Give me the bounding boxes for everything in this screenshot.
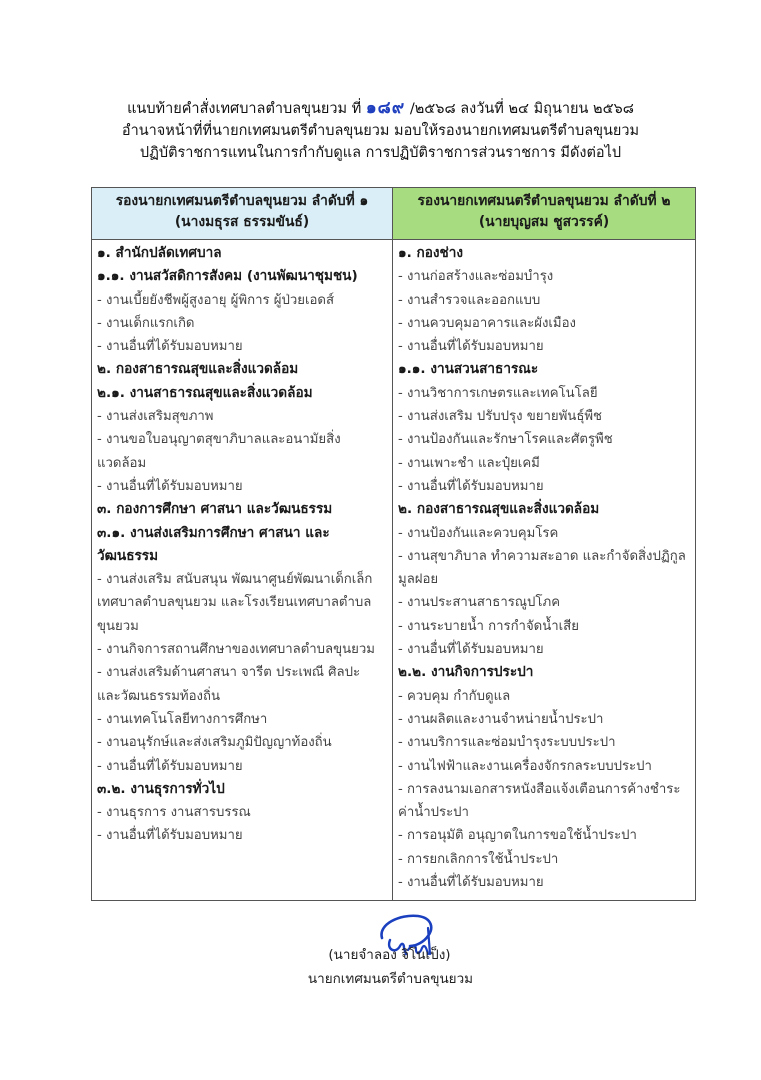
column-body-deputy-2 bbox=[393, 240, 696, 901]
list-item: - งานป้องกันและรักษาโรคและศัตรูพืช bbox=[398, 432, 613, 448]
column-person: (นายบุญสม ชูสวรรค์) bbox=[478, 214, 610, 230]
section-heading: ๑.๑. งานสวัสดิการสังคม (งานพัฒนาชุมชน) bbox=[97, 268, 358, 285]
list-item: - งานอื่นที่ได้รับมอบหมาย bbox=[97, 758, 243, 774]
section-heading: ๒.๒. งานกิจการประปา bbox=[398, 664, 534, 681]
signatory-position: นายกเทศมนตรีตำบลขุนยวม bbox=[307, 971, 474, 987]
list-item: - งานผลิตและงานจำหน่ายน้ำประปา bbox=[398, 711, 604, 727]
list-item: - งานเพาะชำ และปุ๋ยเคมี bbox=[398, 455, 540, 471]
list-item: - งานอื่นที่ได้รับมอบหมาย bbox=[97, 339, 243, 355]
column-header-deputy-1 bbox=[92, 188, 393, 240]
list-item: - งานอื่นที่ได้รับมอบหมาย bbox=[398, 478, 544, 494]
section-heading: ๓.๒. งานธุรการทั่วไป bbox=[97, 780, 225, 797]
section-heading: ๒. กองสาธารณสุขและสิ่งแวดล้อม bbox=[398, 501, 600, 518]
assignment-table bbox=[91, 187, 696, 901]
list-item: - งานส่งเสริม สนับสนุน พัฒนาศูนย์พัฒนาเด็กเล็กเทศบาลตำบลขุนยวม และโรงเรียนเทศบาลตำบลขุนยวม bbox=[97, 572, 373, 634]
list-item: - งานอนุรักษ์และส่งเสริมภูมิปัญญาท้องถิ่น bbox=[97, 735, 332, 751]
list-item: - การอนุมัติ อนุญาตในการขอใช้น้ำประปา bbox=[398, 828, 637, 844]
list-item: - งานประสานสาธารณูปโภค bbox=[398, 595, 561, 611]
list-item: - งานระบายน้ำ การกำจัดน้ำเสีย bbox=[398, 618, 579, 634]
header-line-3: ปฏิบัติราชการแทนในการกำกับดูแล การปฏิบัติราชการส่วนราชการ มีดังต่อไป bbox=[139, 145, 622, 161]
section-heading: ๑. สำนักปลัดเทศบาล bbox=[97, 245, 222, 261]
header-line-2: อำนาจหน้าที่ที่นายกเทศมนตรีตำบลขุนยวม มอบให้รองนายกเทศมนตรีตำบลขุนยวม bbox=[121, 123, 640, 139]
list-item: - งานวิชาการเกษตรและเทคโนโลยี bbox=[398, 385, 598, 401]
list-item: - งานเทคโนโลยีทางการศึกษา bbox=[97, 711, 268, 727]
list-item: - ควบคุม กำกับดูแล bbox=[398, 688, 511, 704]
section-heading: ๑. กองช่าง bbox=[398, 245, 464, 261]
column-title: รองนายกเทศมนตรีตำบลขุนยวม ลำดับที่ ๒ bbox=[417, 193, 671, 209]
section-heading: ๒. กองสาธารณสุขและสิ่งแวดล้อม bbox=[97, 361, 299, 378]
signatory-name: (นายจำลอง จิโนเป็ง) bbox=[328, 947, 451, 963]
section-heading: ๒.๑. งานสาธารณสุขและสิ่งแวดล้อม bbox=[97, 384, 313, 401]
header-line-1-suffix: /๒๕๖๘ ลงวันที่ ๒๔ มิถุนายน ๒๕๖๘ bbox=[409, 101, 634, 117]
list-item: - งานเด็กแรกเกิด bbox=[97, 315, 195, 331]
list-item: - งานอื่นที่ได้รับมอบหมาย bbox=[398, 875, 544, 891]
list-item: - งานขอใบอนุญาตสุขาภิบาลและอนามัยสิ่งแวดล้อม bbox=[97, 432, 341, 471]
header-line-1 bbox=[0, 97, 761, 120]
column-person: (นางมธุรส ธรรมขันธ์) bbox=[174, 214, 310, 230]
order-number: ๑๘๙ bbox=[365, 98, 406, 118]
list-item: - งานไฟฟ้าและงานเครื่องจักรกลระบบประปา bbox=[398, 758, 652, 774]
list-item: - งานอื่นที่ได้รับมอบหมาย bbox=[97, 478, 243, 494]
list-item: - งานส่งเสริมด้านศาสนา จารีต ประเพณี ศิลปะ และวัฒนธรรมท้องถิ่น bbox=[97, 665, 361, 704]
list-item: - งานสำรวจและออกแบบ bbox=[398, 292, 541, 308]
list-item: - งานควบคุมอาคารและผังเมือง bbox=[398, 315, 576, 331]
list-item: - งานส่งเสริมสุขภาพ bbox=[97, 409, 214, 425]
list-item: - การยกเลิกการใช้น้ำประปา bbox=[398, 851, 559, 867]
list-item: - งานบริการและซ่อมบำรุงระบบประปา bbox=[398, 735, 616, 751]
list-item: - งานสุขาภิบาล ทำความสะอาด และกำจัดสิ่งปฏิกูลมูลฝอย bbox=[398, 548, 686, 588]
column-header-deputy-2 bbox=[393, 188, 696, 240]
column-title: รองนายกเทศมนตรีตำบลขุนยวม ลำดับที่ ๑ bbox=[115, 193, 369, 209]
list-item: - งานอื่นที่ได้รับมอบหมาย bbox=[398, 642, 544, 658]
list-item: - งานเบี้ยยังชีพผู้สูงอายุ ผู้พิการ ผู้ป่วยเอดส์ bbox=[97, 292, 335, 308]
list-item: - การลงนามเอกสารหนังสือแจ้งเตือนการค้างชำระค่าน้ำประปา bbox=[398, 781, 681, 821]
list-item: - งานธุรการ งานสารบรรณ bbox=[97, 805, 251, 821]
document-header bbox=[0, 97, 761, 164]
list-item: - งานก่อสร้างและซ่อมบำรุง bbox=[398, 269, 554, 285]
list-item: - งานอื่นที่ได้รับมอบหมาย bbox=[398, 339, 544, 355]
list-item: - งานอื่นที่ได้รับมอบหมาย bbox=[97, 828, 243, 844]
list-item: - งานส่งเสริม ปรับปรุง ขยายพันธุ์พืช bbox=[398, 409, 603, 425]
table-body-row bbox=[92, 240, 696, 901]
list-item: - งานกิจการสถานศึกษาของเทศบาลตำบลขุนยวม bbox=[97, 642, 375, 658]
section-heading: ๓. กองการศึกษา ศาสนา และวัฒนธรรม bbox=[97, 501, 333, 518]
list-item: - งานป้องกันและควบคุมโรค bbox=[398, 525, 559, 541]
header-line-1-prefix: แนบท้ายคำสั่งเทศบาลตำบลขุนยวม ที่ bbox=[127, 101, 362, 117]
column-body-deputy-1 bbox=[92, 240, 393, 901]
table-header-row bbox=[92, 188, 696, 240]
section-heading: ๑.๑. งานสวนสาธารณะ bbox=[398, 361, 539, 378]
section-heading: ๓.๑. งานส่งเสริมการศึกษา ศาสนา และวัฒนธรรม bbox=[97, 524, 330, 564]
